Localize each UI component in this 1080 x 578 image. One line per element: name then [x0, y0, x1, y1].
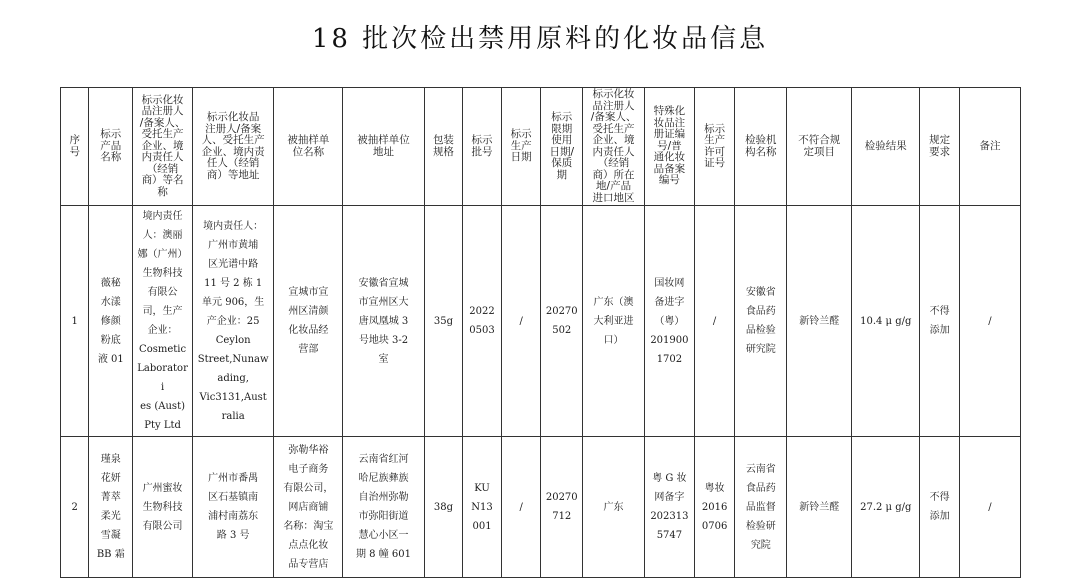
header-testing-institution: 检验机 构名称: [735, 88, 787, 206]
table-row: [61, 437, 1021, 578]
cell-seq-no: 2: [61, 437, 89, 578]
header-package-spec: 包装 规格: [424, 88, 463, 206]
header-batch-no: 标示 批号: [463, 88, 502, 206]
cell-sampled-unit-name: 宣城市宣 州区清颜 化妆品经 营部: [274, 206, 343, 437]
cell-expiry: 20270 502: [541, 206, 583, 437]
cell-nonconforming-item: 新铃兰醛: [787, 437, 852, 578]
cell-testing-institution: 安徽省 食品药 品检验 研究院: [735, 206, 787, 437]
cell-sampled-unit-name: 弥勒华裕 电子商务 有限公司， 网店商铺 名称：淘宝 点点化妆 品专营店: [274, 437, 343, 578]
cell-batch-no: KU N13 001: [463, 437, 502, 578]
cell-production-date: /: [501, 437, 541, 578]
cell-product-name: 瑾泉 花妍 菁萃 柔光 雪凝 BB 霜: [89, 437, 133, 578]
cell-remarks: /: [959, 206, 1020, 437]
cell-remarks: /: [959, 437, 1020, 578]
cell-test-result: 27.2 μ g/g: [852, 437, 920, 578]
cell-license-no: /: [694, 206, 735, 437]
cell-package-spec: 35g: [424, 206, 463, 437]
header-seq-no: 序 号: [61, 88, 89, 206]
cell-sampled-unit-address: 云南省红河 哈尼族彝族 自治州弥勒 市弥阳街道 慧心小区一 期 8 幢 601: [343, 437, 424, 578]
header-expiry: 标示 限期 使用 日期/ 保质 期: [541, 88, 583, 206]
cell-company-address: 广州市番禺 区石基镇南 浦村南荔东 路 3 号: [193, 437, 274, 578]
cell-seq-no: 1: [61, 206, 89, 437]
cell-origin: 广东（澳 大利亚进 口）: [583, 206, 645, 437]
cell-nonconforming-item: 新铃兰醛: [787, 206, 852, 437]
page-title: 18 批次检出禁用原料的化妆品信息: [311, 24, 769, 54]
cell-company-name: 广州蜜妆 生物科技 有限公司: [133, 437, 193, 578]
cell-sampled-unit-address: 安徽省宣城 市宣州区大 唐凤凰城 3 号地块 3-2 室: [343, 206, 424, 437]
header-product-name: 标示 产品 名称: [89, 88, 133, 206]
header-registration-no: 特殊化 妆品注 册证编 号/普 通化妆 品备案 编号: [645, 88, 695, 206]
header-remarks: 备注: [959, 88, 1020, 206]
cell-package-spec: 38g: [424, 437, 463, 578]
header-origin: 标示化妆 品注册人 /备案人、 受托生产 企业、境 内责任人 （经销 商）所在 地/产品 进口地区: [583, 88, 645, 206]
header-company-name: 标示化妆 品注册人 /备案人、 受托生产 企业、境 内责任人 （经销 商）等名 称: [133, 88, 193, 206]
cell-origin: 广东: [583, 437, 645, 578]
cell-registration-no: 粤 G 妆 网备字 202313 5747: [645, 437, 695, 578]
header-sampled-unit-address: 被抽样单位 地址: [343, 88, 424, 206]
cell-expiry: 20270 712: [541, 437, 583, 578]
header-sampled-unit-name: 被抽样单 位名称: [274, 88, 343, 206]
header-production-date: 标示 生产 日期: [501, 88, 541, 206]
table-row: [61, 206, 1021, 437]
header-requirement: 规定 要求: [920, 88, 960, 206]
cell-production-date: /: [501, 206, 541, 437]
cell-batch-no: 2022 0503: [463, 206, 502, 437]
cell-product-name: 薇秘 水漾 修颜 粉底 液 01: [89, 206, 133, 437]
table-header-row: [61, 88, 1021, 206]
cell-requirement: 不得 添加: [920, 206, 960, 437]
cell-registration-no: 国妆网 备进字 （粤） 201900 1702: [645, 206, 695, 437]
inspection-table: [60, 87, 1021, 578]
header-nonconforming-item: 不符合规 定项目: [787, 88, 852, 206]
cell-company-name: 境内责任 人：澳丽 娜（广州） 生物科技 有限公 司，生产 企业： Cosmetic Laboratori es (Aust) Pty Ltd: [133, 206, 193, 437]
cell-license-no: 粤妆 2016 0706: [694, 437, 735, 578]
cell-test-result: 10.4 μ g/g: [852, 206, 920, 437]
header-company-address: 标示化妆品 注册人/备案 人、受托生产 企业、境内责 任人（经销 商）等地址: [193, 88, 274, 206]
header-test-result: 检验结果: [852, 88, 920, 206]
cell-requirement: 不得 添加: [920, 437, 960, 578]
header-license-no: 标示 生产 许可 证号: [694, 88, 735, 206]
cell-company-address: 境内责任人： 广州市黄埔 区光谱中路 11 号 2 栋 1 单元 906，生 产企业：25 Ceylon Street,Nunaw ading, Vic3131,Aust ralia: [193, 206, 274, 437]
cell-testing-institution: 云南省 食品药 品监督 检验研 究院: [735, 437, 787, 578]
